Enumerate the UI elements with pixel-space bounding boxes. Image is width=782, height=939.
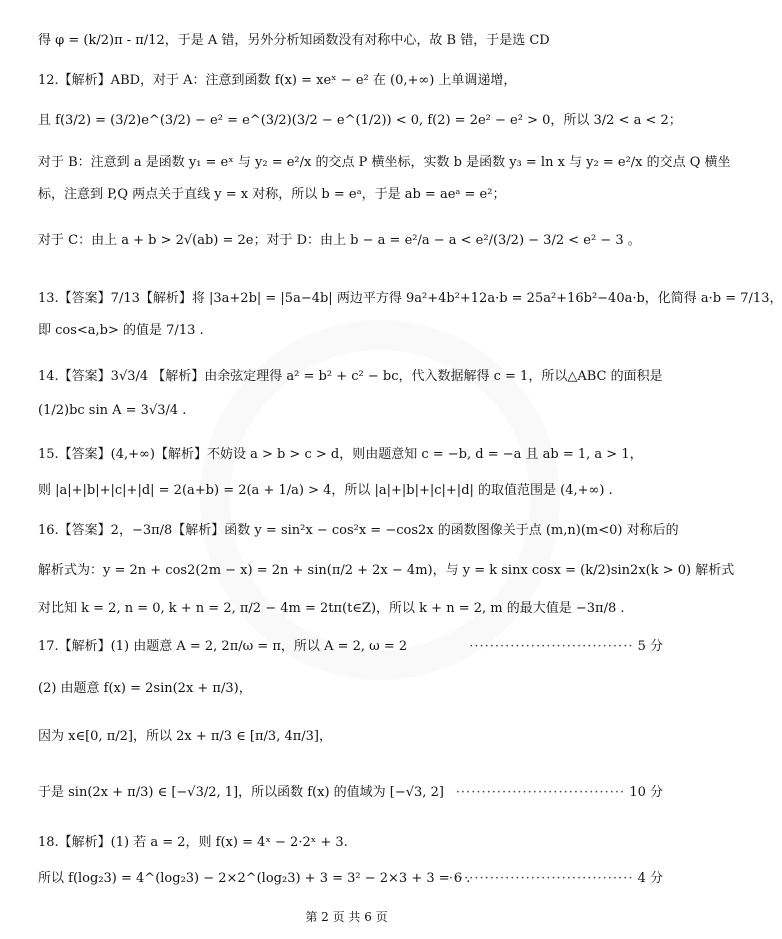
q15-line-2: 则 |a|+|b|+|c|+|d| = 2(a+b) = 2(a + 1/a) > 4，所以 |a|+|b|+|c|+|d| 的取值范围是 (4,+∞) . [38, 483, 613, 498]
page-footer: 第 2 页 共 6 页 [305, 910, 388, 924]
q12-part-cd: 对于 C：由上 a + b > 2√(ab) = 2e；对于 D：由上 b − a = e²/a − a < e²/(3/2) − 3/2 < e² − 3 。 [38, 233, 641, 248]
q17-part2-score: 10 分 [629, 785, 663, 800]
q16-line-1: 16.【答案】2，−3π/8【解析】函数 y = sin²x − cos²x = −cos2x 的函数图像关于点 (m,n)(m<0) 对称后的 [38, 523, 679, 538]
q18-line-1: 18.【解析】(1) 若 a = 2，则 f(x) = 4ˣ − 2·2ˣ + 3. [38, 835, 348, 850]
q18-part1-leader: ···································· [448, 871, 634, 886]
q12-part-b-1: 对于 B：注意到 a 是函数 y₁ = eˣ 与 y₂ = e²/x 的交点 P 横坐标，实数 b 是函数 y₃ = ln x 与 y₂ = e²/x 的交点 Q 横坐 [38, 155, 731, 170]
q14-line-1: 14.【答案】3√3/4 【解析】由余弦定理得 a² = b² + c² − bc，代入数据解得 c = 1，所以△ABC 的面积是 [38, 369, 663, 384]
q16-line-3: 对比知 k = 2, n = 0, k + n = 2, π/2 − 4m = 2tπ(t∈Z)，所以 k + n = 2, m 的最大值是 −3π/8 . [38, 601, 625, 616]
q17-part2-leader: ································· [455, 785, 626, 800]
q17-line-1 [38, 638, 663, 656]
q13-line-1: 13.【答案】7/13【解析】将 |3a+2b| = |5a−4b| 两边平方得 9a²+4b²+12a·b = 25a²+16b²−40a·b，化简得 a·b = 7/13， [38, 291, 782, 306]
q15-line-1: 15.【答案】(4,+∞)【解析】不妨设 a > b > c > d，则由题意知 c = −b, d = −a 且 ab = 1, a > 1， [38, 447, 643, 462]
q12-header: 12.【解析】ABD，对于 A：注意到函数 f(x) = xeˣ − e² 在 (0,+∞) 上单调递增， [38, 73, 517, 88]
q17-part2-text: 于是 sin(2x + π/3) ∈ [−√3/2, 1]，所以函数 f(x) 的值域为 [−√3, 2] [38, 785, 444, 800]
q18-part1-score: 4 分 [637, 871, 663, 886]
q17-part1-leader: ································ [469, 639, 634, 654]
q17-line-3: 因为 x∈[0, π/2]，所以 2x + π/3 ∈ [π/3, 4π/3]， [38, 729, 333, 744]
q18-part1-text: 所以 f(log₂3) = 4^(log₂3) − 2×2^(log₂3) + 3 = 3² − 2×3 + 3 = 6 . [38, 871, 471, 886]
q17-part1-text: 17.【解析】(1) 由题意 A = 2, 2π/ω = π，所以 A = 2, ω = 2 [38, 639, 408, 654]
q14-line-2: (1/2)bc sin A = 3√3/4 . [38, 403, 187, 418]
q17-part1-score-wrap [469, 638, 663, 656]
q17-line-4 [38, 784, 663, 802]
q17-line-2: (2) 由题意 f(x) = 2sin(2x + π/3)， [38, 681, 252, 696]
q16-line-2: 解析式为：y = 2n + cos2(2m − x) = 2n + sin(π/2 + 2x − 4m)，与 y = k sinx cosx = (k/2)sin2x(k > 0) 解析式 [38, 563, 735, 578]
q12-part-b-2: 标，注意到 P,Q 两点关于直线 y = x 对称，所以 b = eᵃ，于是 ab = aeᵃ = e²； [38, 187, 506, 202]
q13-line-2: 即 cos<a,b> 的值是 7/13 . [38, 323, 204, 338]
q18-part1-score-wrap [449, 870, 663, 888]
line-phi: 得 φ = (k/2)π - π/12，于是 A 错，另外分析知函数没有对称中心，故 B 错，于是选 CD [38, 33, 550, 48]
q12-part-a: 且 f(3/2) = (3/2)e^(3/2) − e² = e^(3/2)(3/2 − e^(1/2)) < 0, f(2) = 2e² − e² > 0，所以 3/2 < a < 2； [38, 113, 682, 128]
q17-part2-score-wrap [456, 784, 663, 802]
q18-line-2 [38, 870, 663, 888]
q17-part1-score: 5 分 [637, 639, 663, 654]
